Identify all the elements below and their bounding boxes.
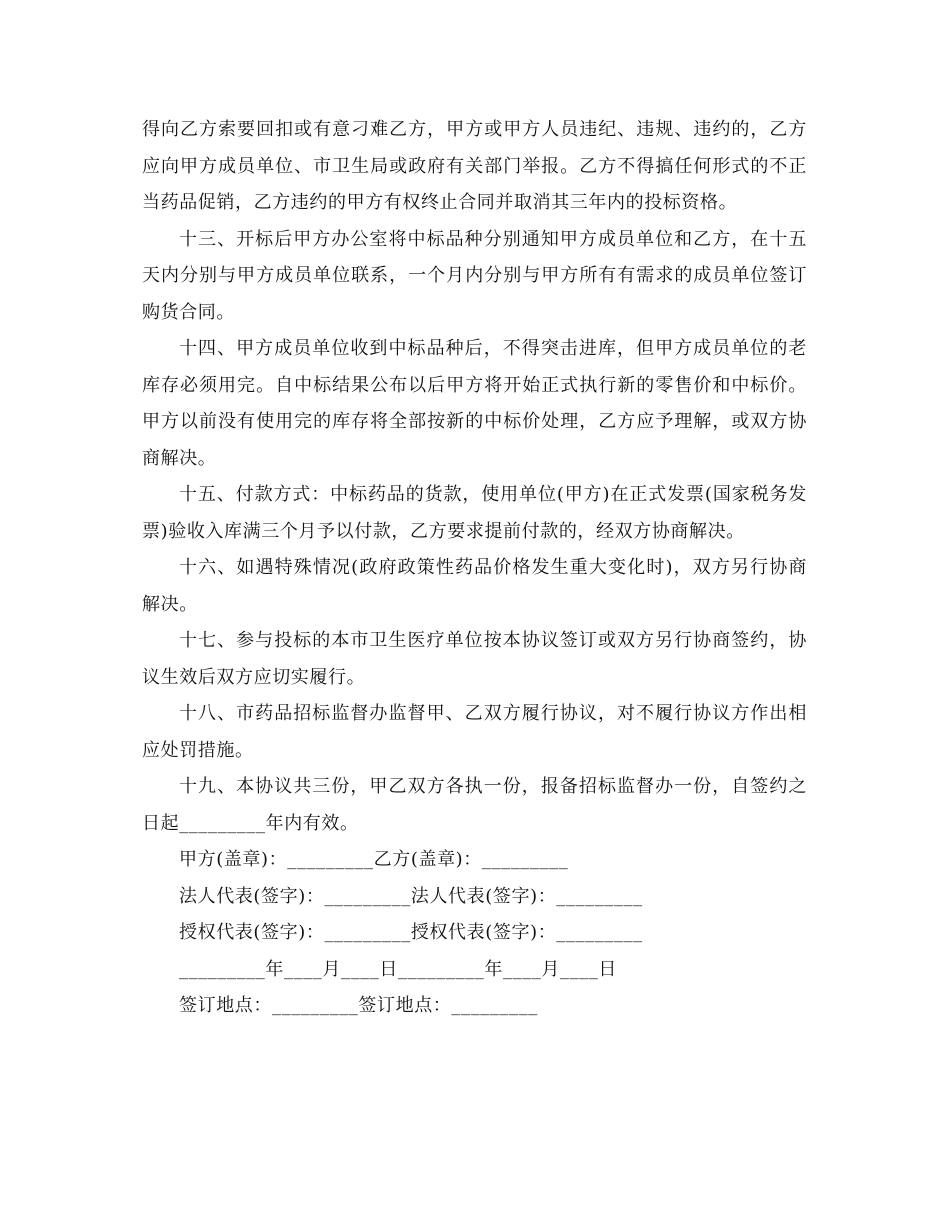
date-line: _________年____月____日_________年____月____日 (179, 958, 617, 980)
document-body (142, 112, 807, 1025)
paragraph-clause-17: 十七、参与投标的本市卫生医疗单位按本协议签订或双方另行协商签约，协议生效后双方应切实履行。 (142, 630, 807, 688)
paragraph-clause-19: 十九、本协议共三份，甲乙双方各执一份，报备招标监督办一份，自签约之日起_________年内有效。 (142, 776, 807, 834)
signing-place-line: 签订地点：_________签订地点：_________ (179, 995, 538, 1016)
paragraph-clause-16: 十六、如遇特殊情况(政府政策性药品价格发生重大变化时)，双方另行协商解决。 (142, 557, 807, 615)
authorized-representative-line: 授权代表(签字)：_________授权代表(签字)：_________ (179, 922, 643, 943)
paragraph-clause-15: 十五、付款方式：中标药品的货款，使用单位(甲方)在正式发票(国家税务发票)验收入库满三个月予以付款，乙方要求提前付款的，经双方协商解决。 (142, 484, 807, 542)
paragraph-continuation: 得向乙方索要回扣或有意刁难乙方，甲方或甲方人员违纪、违规、违约的，乙方应向甲方成员单位、市卫生局或政府有关部门举报。乙方不得搞任何形式的不正当药品促销，乙方违约的甲方有权终止合同并取消其三年内的投标资格。 (142, 119, 807, 213)
paragraph-clause-13: 十三、开标后甲方办公室将中标品种分别通知甲方成员单位和乙方，在十五天内分别与甲方成员单位联系，一个月内分别与甲方所有有需求的成员单位签订购货合同。 (142, 228, 807, 323)
paragraph-clause-14: 十四、甲方成员单位收到中标品种后，不得突击进库，但甲方成员单位的老库存必须用完。自中标结果公布以后甲方将开始正式执行新的零售价和中标价。甲方以前没有使用完的库存将全部按新的中标价处理，乙方应予理解，或双方协商解决。 (142, 338, 807, 469)
legal-representative-line: 法人代表(签字)：_________法人代表(签字)：_________ (179, 885, 643, 907)
seal-line: 甲方(盖章)：_________乙方(盖章)：_________ (179, 849, 569, 870)
paragraph-clause-18: 十八、市药品招标监督办监督甲、乙双方履行协议，对不履行协议方作出相应处罚措施。 (142, 703, 807, 761)
signature-block (142, 842, 807, 1025)
